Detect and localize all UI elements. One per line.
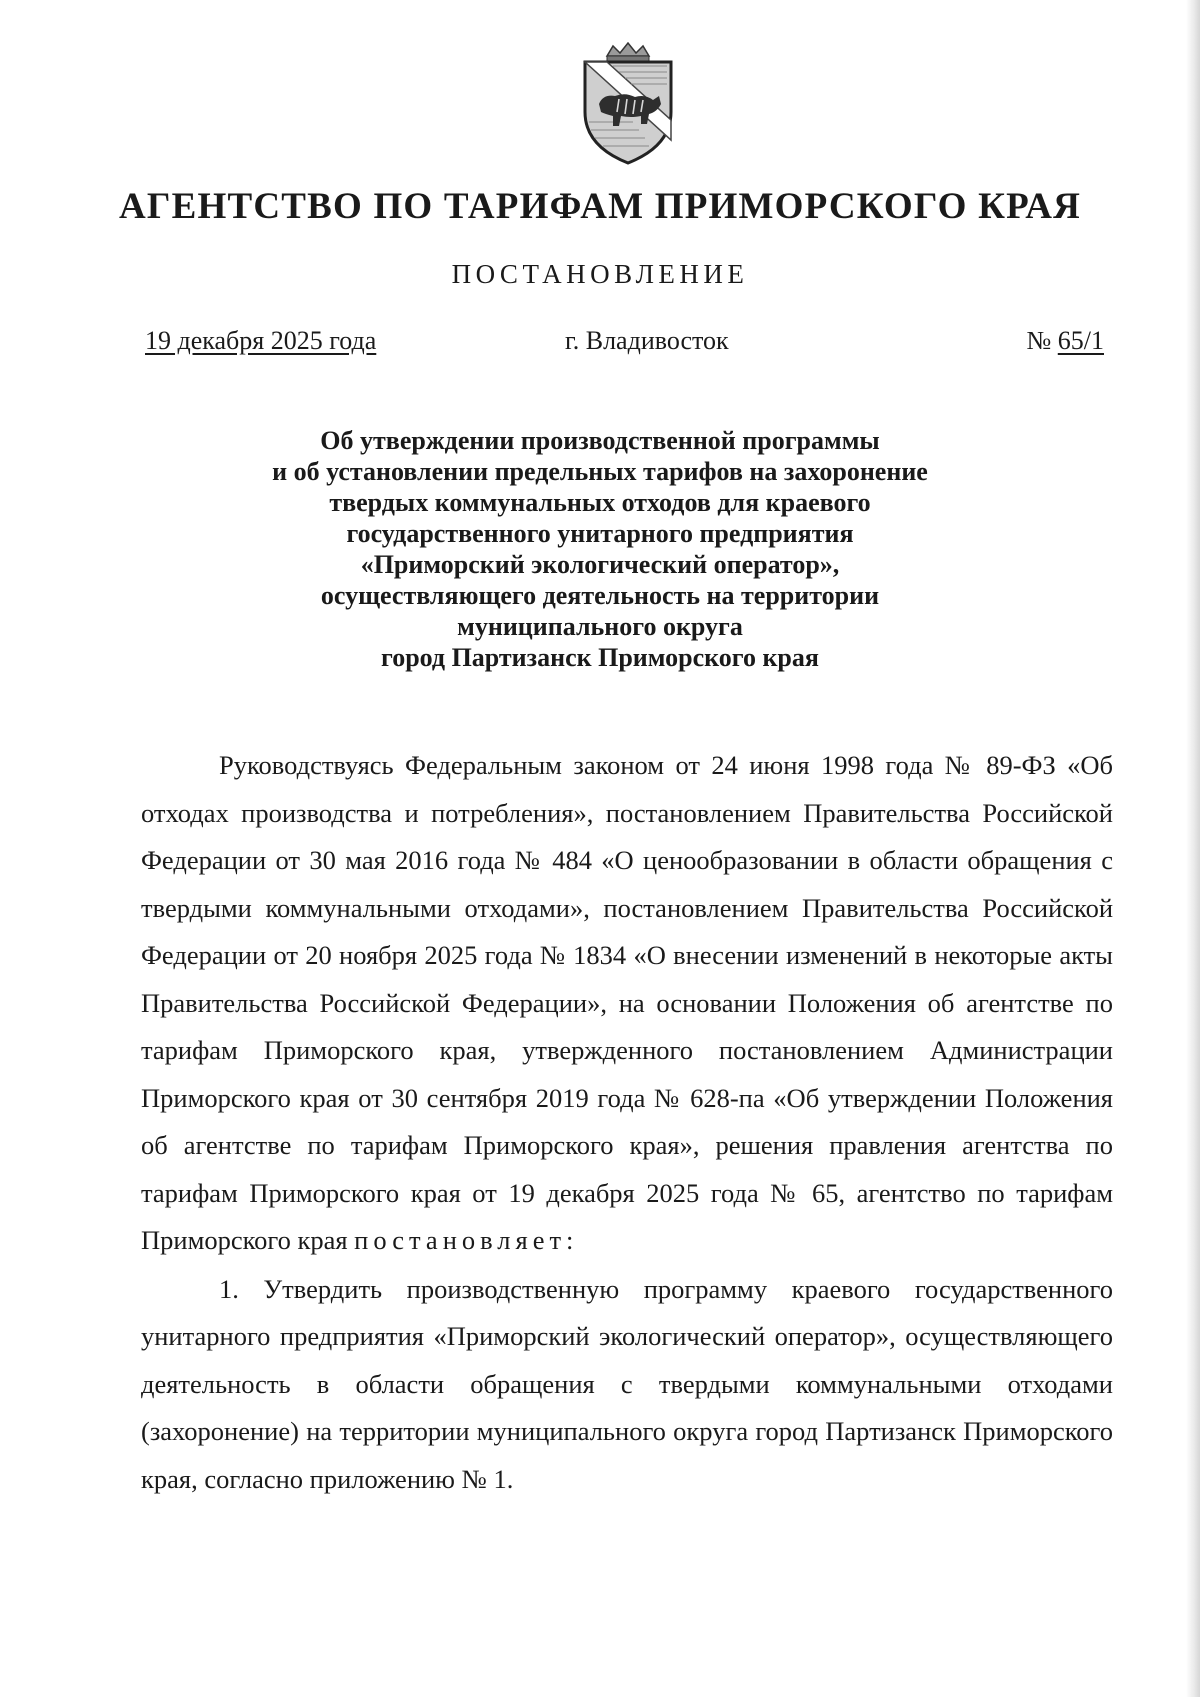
title-line: и об установлении предельных тарифов на захоронение	[272, 457, 928, 486]
title-line: осуществляющего деятельность на территории	[320, 581, 880, 610]
document-number-value: 65/1	[1057, 326, 1104, 355]
resolves-word: постановляет:	[354, 1225, 579, 1255]
coat-of-arms-icon	[573, 42, 683, 166]
document-title	[0, 425, 1200, 673]
document-type: ПОСТАНОВЛЕНИЕ	[451, 259, 749, 289]
document-body	[141, 742, 1113, 1503]
title-line: город Партизанск Приморского края	[381, 643, 819, 672]
document-meta-row	[0, 326, 1200, 362]
title-line: Об утверждении производственной программы	[320, 426, 880, 455]
preamble-text: Руководствуясь Федеральным законом от 24 июня 1998 года № 89-ФЗ «Об отходах производства и потребления», постановлением Правительства Российской Федерации от 30 мая 2016 года № 484 «О ценообразовании в области обращения с твердыми коммунальными отходами», постановлением Правительства Российской Федерации от 20 ноября 2025 года № 1834 «О внесении изменений в некоторые акты Правительства Российской Федерации», на основании Положения об агентстве по тарифам Приморского края, утвержденного постановлением Администрации Приморского края от 30 сентября 2019 года № 628-па «Об утверждении Положения об агентстве по тарифам Приморского края», решения правления агентства по тарифам Приморского края от 19 декабря 2025 года № 65, агентство по тарифам Приморского края	[141, 750, 1113, 1255]
item-1-paragraph: 1. Утвердить производственную программу краевого государственного унитарного предприятия «Приморский экологический оператор», осуществляющего деятельность в области обращения с твердыми коммунальными отходами (захоронение) на территории муниципального округа город Партизанск Приморского края, согласно приложению № 1.	[141, 1273, 1113, 1494]
document-date: 19 декабря 2025 года	[145, 326, 377, 355]
preamble-paragraph	[141, 742, 1113, 1265]
title-line: государственного унитарного предприятия	[346, 519, 854, 548]
page-edge-shadow	[1186, 0, 1200, 1697]
title-line: муниципального округа	[457, 612, 743, 641]
document-number-prefix: №	[1026, 326, 1058, 355]
document-city: г. Владивосток	[565, 326, 729, 355]
title-line: твердых коммунальных отходов для краевого	[329, 488, 871, 517]
title-line: «Приморский экологический оператор»,	[360, 550, 840, 579]
agency-name: АГЕНТСТВО ПО ТАРИФАМ ПРИМОРСКОГО КРАЯ	[118, 186, 1082, 227]
document-number	[1026, 326, 1104, 356]
